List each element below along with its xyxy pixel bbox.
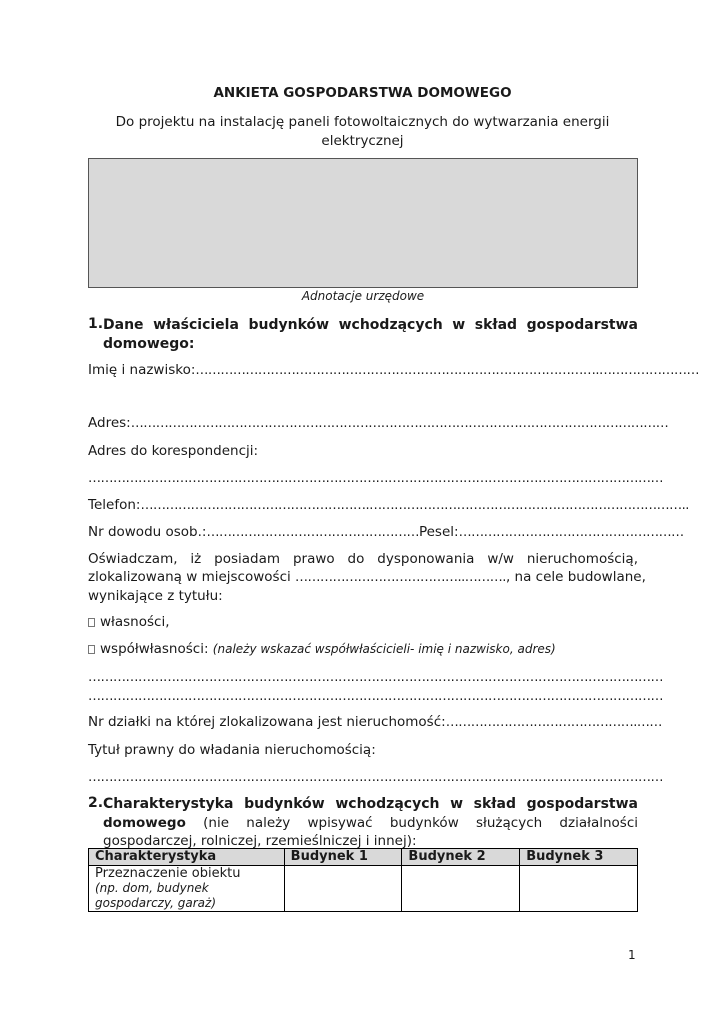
official-annotations-label: Adnotacje urzędowe	[301, 289, 425, 303]
ownership-label: własności,	[100, 614, 170, 630]
statement-line2-a: zlokalizowaną w miejscowości	[88, 569, 296, 585]
page-number: 1	[628, 948, 636, 962]
section1-title-line1: Dane właściciela budynków wchodzących w skład gospodarstwa	[103, 317, 638, 333]
section2-title-line2	[103, 814, 638, 832]
co-ownership-label: współwłasności:	[100, 641, 209, 657]
section2-title-rest: (nie należy wpisywać budynków służących działalności	[185, 815, 638, 831]
id-pesel-field[interactable]	[88, 523, 684, 542]
ownership-option[interactable]	[88, 614, 170, 630]
row-hint: (np. dom, budynek gospodarczy, garaż)	[95, 881, 217, 910]
ownership-checkbox[interactable]	[88, 618, 95, 627]
statement-line2-b: , na cele budowlane,	[505, 569, 646, 585]
plot-label: Nr działki na której zlokalizowana jest nieruchomość:	[88, 714, 446, 730]
plot-dots: ……………………………………….……	[445, 715, 662, 730]
ownership-statement	[88, 550, 646, 605]
correspondence-dots[interactable]: …………………………………………………………………………………………………………………………	[88, 471, 663, 486]
legal-title-dots[interactable]: …………………………………………………………………………………………………………………………	[88, 770, 663, 785]
column-header: Charakterystyka	[89, 849, 285, 866]
row-label-cell	[89, 866, 285, 912]
section2-title-bold2: domowego	[103, 815, 186, 831]
section2-title	[103, 795, 638, 850]
document-subtitle: Do projektu na instalację paneli fotowoltaicznych do wytwarzania energii elektrycznej	[115, 114, 610, 149]
table-header-row	[89, 849, 638, 866]
locality-dots[interactable]: …………………………………..……….	[295, 570, 506, 585]
address-field[interactable]	[88, 414, 668, 433]
id-dots: ……………………………………………	[206, 525, 419, 540]
column-header: Budynek 3	[520, 849, 638, 866]
section2-title-line3: gospodarczej, rolniczej, rzemieślniczej i innej):	[103, 833, 417, 849]
pesel-dots: ………………………………………………	[458, 525, 684, 540]
buildings-table	[88, 848, 638, 912]
co-owners-dots-1[interactable]: …………………………………………………………………………………………………………………………	[88, 670, 663, 685]
statement-line1: Oświadczam, iż posiadam prawo do dysponowania w/w nieruchomością,	[88, 551, 638, 567]
plot-number-field[interactable]	[88, 713, 662, 732]
id-label: Nr dowodu osob.:	[88, 524, 207, 540]
table-row	[89, 866, 638, 912]
name-field[interactable]	[88, 361, 699, 380]
column-header: Budynek 1	[284, 849, 402, 866]
phone-field[interactable]	[88, 496, 689, 515]
section2-title-line1: Charakterystyka budynków wchodzących w skład gospodarstwa	[103, 796, 638, 812]
section1-title-line2: domowego:	[103, 336, 195, 352]
co-owners-dots-2[interactable]: …………………………………………………………………………………………………………………………	[88, 689, 663, 704]
name-dots: …………………………………………………………………………………….……………………	[195, 363, 700, 378]
row-label: Przeznaczenie obiektu	[95, 866, 241, 881]
address-label: Adres:	[88, 415, 131, 431]
correspondence-label: Adres do korespondencji:	[88, 443, 259, 459]
column-header: Budynek 2	[402, 849, 520, 866]
section1-number: 1.	[88, 316, 104, 332]
co-ownership-note: (należy wskazać współwłaścicieli- imię i nazwisko, adres)	[212, 642, 556, 656]
official-annotations-box	[88, 158, 638, 288]
address-dots: …………………………………………………………………………………………………………………	[130, 416, 669, 431]
section1-title	[103, 316, 638, 354]
phone-label: Telefon:	[88, 497, 141, 513]
legal-title-label: Tytuł prawny do władania nieruchomością:	[88, 742, 376, 758]
co-ownership-checkbox[interactable]	[88, 645, 95, 654]
building1-cell[interactable]	[284, 866, 402, 912]
phone-dots: ……………………………………………….…………………………………………………………………..	[140, 498, 689, 513]
statement-line2	[88, 568, 646, 587]
building2-cell[interactable]	[402, 866, 520, 912]
section2-number: 2.	[88, 795, 104, 811]
document-title: ANKIETA GOSPODARSTWA DOMOWEGO	[213, 85, 512, 101]
building3-cell[interactable]	[520, 866, 638, 912]
pesel-label: Pesel:	[418, 524, 459, 540]
name-label: Imię i nazwisko:	[88, 362, 196, 378]
co-ownership-option[interactable]	[88, 641, 556, 657]
statement-line3: wynikające z tytułu:	[88, 588, 223, 604]
